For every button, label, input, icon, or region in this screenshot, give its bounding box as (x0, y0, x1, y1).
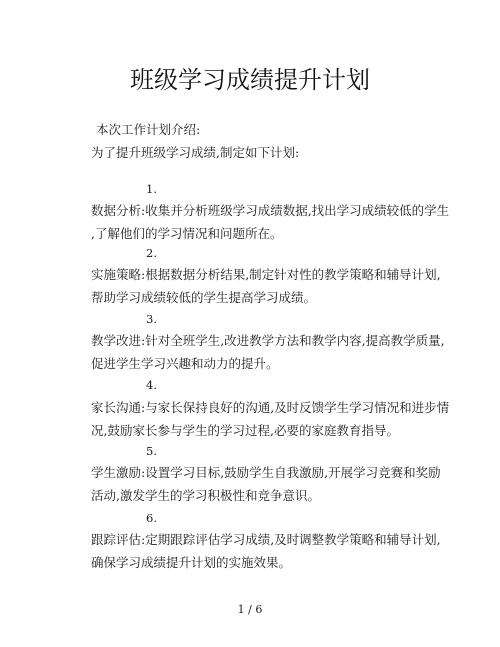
paragraph-line: 帮助学习成绩较低的学生提高学习成绩。 (91, 290, 317, 305)
paragraph-line: 家长沟通:与家长保持良好的沟通,及时反馈学生学习情况和进步情 (91, 400, 450, 415)
paragraph-line: 实施策略:根据数据分析结果,制定针对性的教学策略和辅导计划, (91, 267, 441, 282)
paragraph-line: 数据分析:收集并分析班级学习成绩数据,找出学习成绩较低的学生 (91, 203, 450, 218)
paragraph-line: 确保学习成绩提升计划的实施效果。 (91, 555, 292, 570)
list-item-paragraph (91, 528, 441, 574)
page-number: 1 / 6 (237, 603, 263, 616)
paragraph-line: 活动,激发学生的学习积极性和竞争意识。 (91, 488, 320, 503)
paragraph-line: 况,鼓励家长参与学生的学习过程,必要的家庭教育指导。 (91, 423, 399, 438)
page-title: 班级学习成绩提升计划 (130, 66, 370, 94)
item-number: 3. (146, 312, 157, 326)
list-item-paragraph (91, 263, 441, 309)
intro-statement: 为了提升班级学习成绩,制定如下计划: (91, 145, 300, 160)
list-item-paragraph (91, 461, 441, 507)
paragraph-line: 教学改进:针对全班学生,改进教学方法和教学内容,提高教学质量, (91, 333, 445, 348)
item-number: 1. (146, 182, 157, 196)
paragraph-line: 学生激励:设置学习目标,鼓励学生自我激励,开展学习竞赛和奖励 (91, 465, 441, 480)
item-number: 4. (146, 378, 157, 392)
item-number: 5. (146, 444, 157, 458)
item-number: 2. (146, 246, 157, 260)
paragraph-line: 跟踪评估:定期跟踪评估学习成绩,及时调整教学策略和辅导计划, (91, 532, 441, 547)
list-item-paragraph (91, 199, 450, 245)
item-number: 6. (146, 511, 157, 525)
intro-text: 本次工作计划介绍: (96, 122, 201, 137)
list-item-paragraph (91, 396, 450, 442)
paragraph-line: ,了解他们的学习情况和问题所在。 (91, 226, 283, 241)
list-item-paragraph (91, 329, 445, 375)
paragraph-line: 促进学生学习兴趣和动力的提升。 (91, 356, 279, 371)
